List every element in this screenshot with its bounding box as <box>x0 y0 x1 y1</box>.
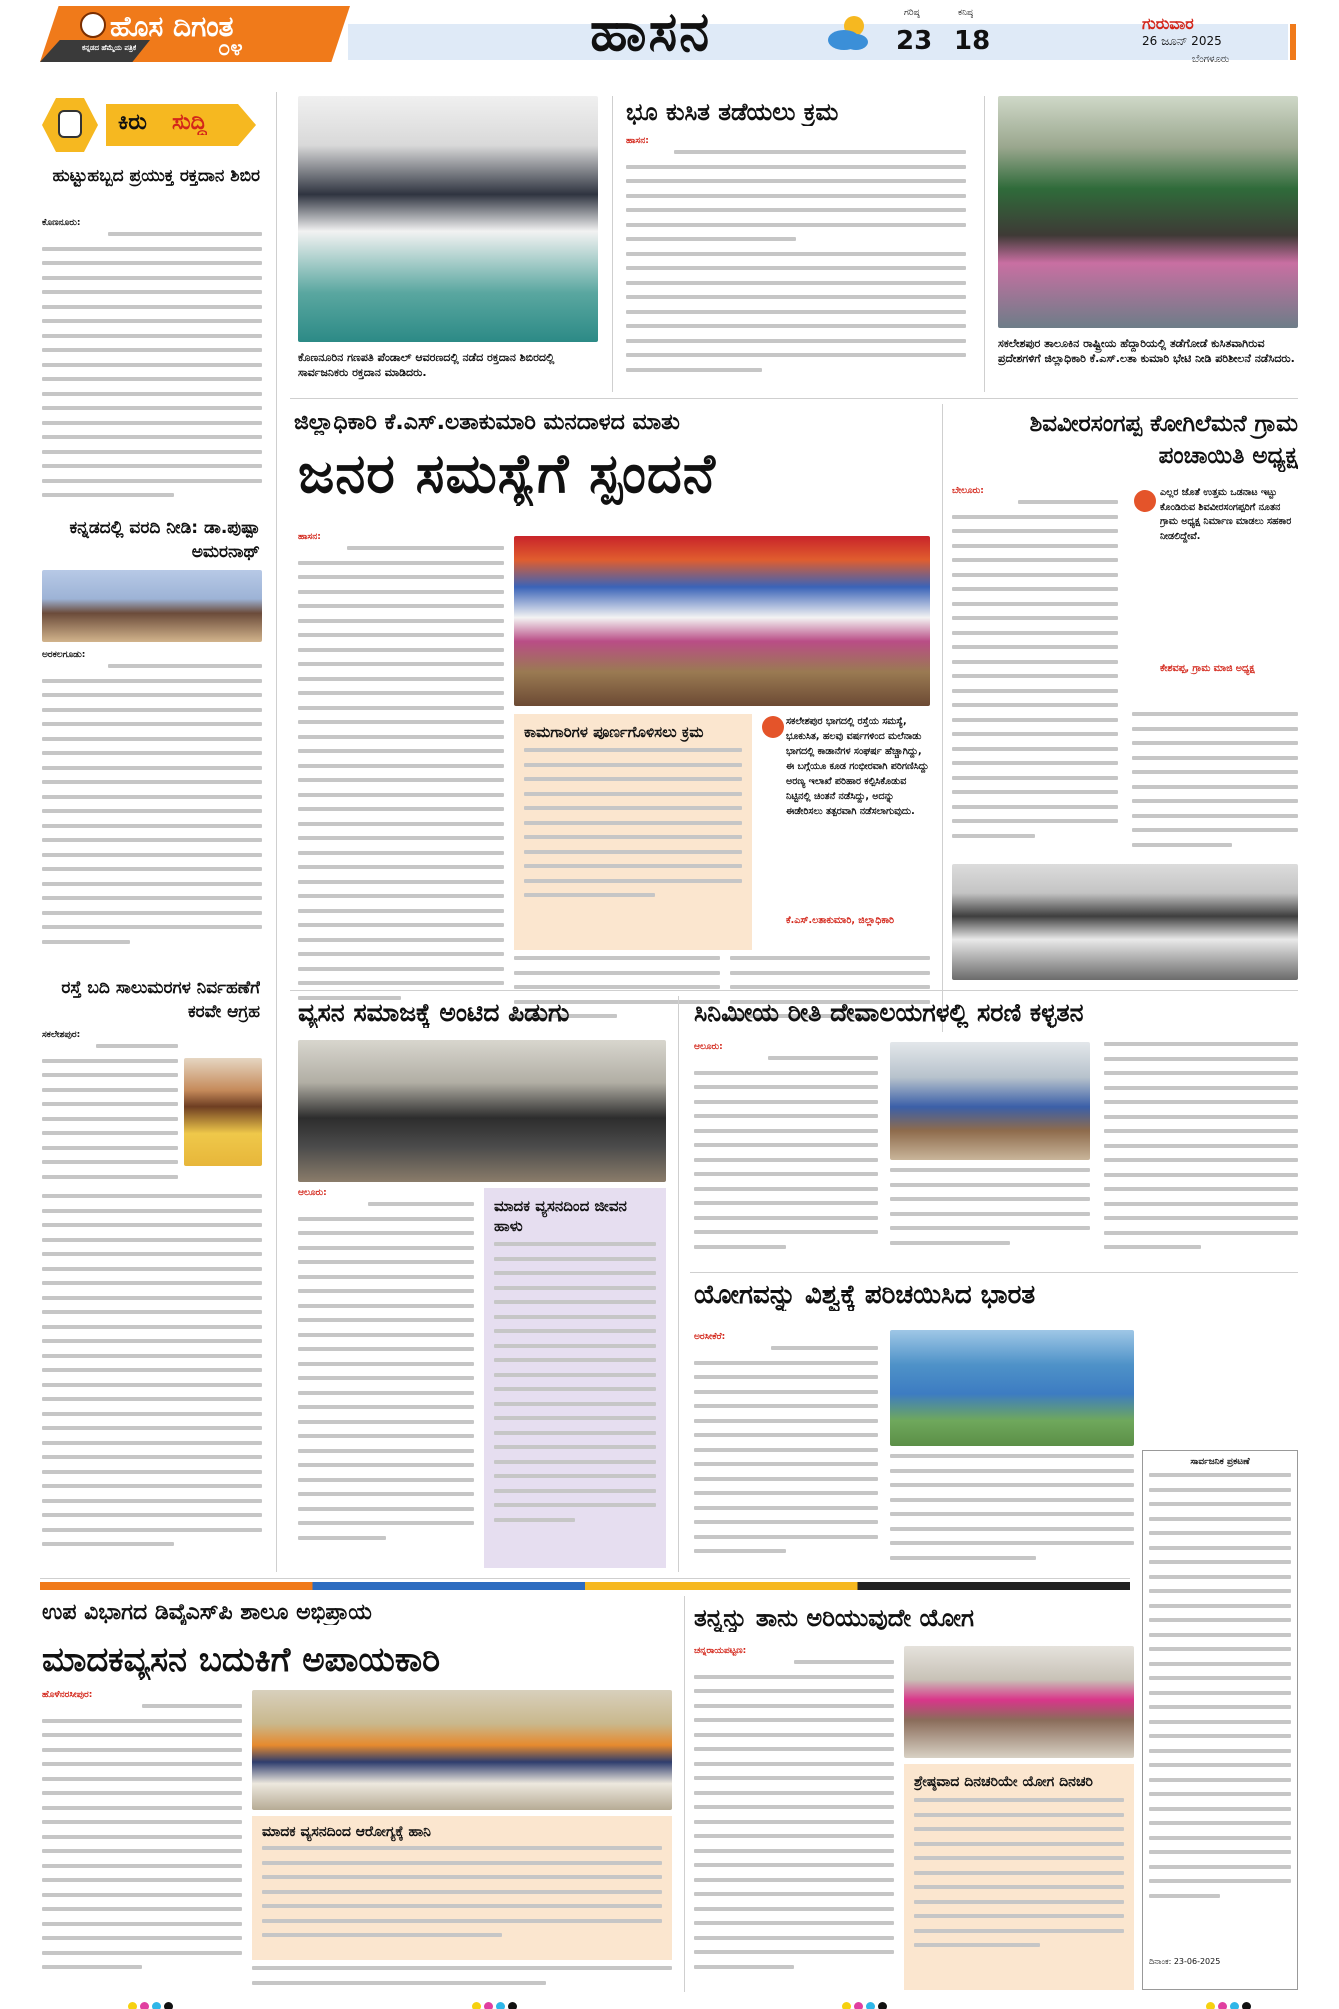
landslide-story-body <box>626 150 966 390</box>
landslide-story-dateline: ಹಾಸನ: <box>626 136 649 146</box>
right-story-dateline: ಬೇಲೂರು: <box>952 486 984 496</box>
weather-min: 18 <box>954 26 991 56</box>
dysp-box <box>252 1816 672 1960</box>
page-number: ೦೪ <box>218 36 243 61</box>
landslide-story-title: ಭೂ ಕುಸಿತ ತಡೆಯಲು ಕ್ರಮ <box>626 98 839 126</box>
masthead-place: ಬೆಂಗಳೂರು <box>1192 54 1230 65</box>
quote-mark-icon <box>762 716 784 738</box>
masthead <box>0 0 1339 66</box>
lead-body-col1 <box>298 546 504 1038</box>
weather-max-label: ಗರಿಷ್ಠ <box>904 8 920 18</box>
yoga-self-box <box>904 1764 1134 1990</box>
weather-cloud-icon <box>822 12 872 54</box>
addiction-story-photo <box>298 1040 666 1182</box>
dysp-body-tail <box>252 1966 672 1990</box>
lead-quote-box <box>760 714 930 950</box>
yoga-world-body-col1 <box>694 1346 878 1572</box>
masthead-date: 26 ಜೂನ್ 2025 <box>1142 34 1222 48</box>
right-quote-box <box>1132 486 1298 702</box>
landslide-inspection-photo <box>998 96 1298 328</box>
sidebar-divider <box>276 92 277 1572</box>
sidebar-story1-body <box>42 232 262 508</box>
registration-dots-mid-left <box>472 1996 520 2009</box>
lead-box-title: ಕಾಮಗಾರಿಗಳ ಪೂರ್ಣಗೊಳಿಸಲು ಕ್ರಮ <box>524 723 704 741</box>
masthead-accent-bar <box>1290 24 1296 60</box>
right-quote-by: ಕೇಶವಪ್ಪ, ಗ್ರಾಮ ಮಾಜಿ ಅಧ್ಯಕ್ಷ <box>1160 663 1255 674</box>
yoga-world-body-col2 <box>890 1454 1134 1570</box>
badge-label-suddi: ಸುದ್ದಿ <box>172 110 207 135</box>
lead-quote-by: ಕೆ.ಎಸ್.ಲತಾಕುಮಾರಿ, ಜಿಲ್ಲಾಧಿಕಾರಿ <box>786 915 895 926</box>
addiction-box-body <box>494 1242 656 1562</box>
dysp-dateline: ಹೊಳೆನರಸೀಪುರ: <box>42 1690 93 1700</box>
brand-logo-icon <box>80 12 106 38</box>
masthead-weekday: ಗುರುವಾರ <box>1142 14 1194 33</box>
yoga-self-dateline: ಚನ್ನರಾಯಪಟ್ಟಣ: <box>694 1646 747 1656</box>
right-story-body-col2 <box>1132 712 1298 862</box>
lead-headline: ಜನರ ಸಮಸ್ಯೆಗೆ ಸ್ಪಂದನೆ <box>298 442 716 505</box>
blood-donation-photo <box>298 96 598 342</box>
landslide-inspection-caption: ಸಕಲೇಶಪುರ ತಾಲೂಕಿನ ರಾಷ್ಟ್ರೀಯ ಹೆದ್ದಾರಿಯಲ್ಲಿ ತಡೆಗೋಡೆ ಕುಸಿತವಾಗಿರುವ ಪ್ರದೇಶಗಳಿಗೆ ಜಿಲ್ಲಾಧಿಕಾರಿ ಕೆ.ಎಸ್.ಲತಾ ಕುಮಾರಿ ಭೇಟಿ ನೀಡಿ ಪರಿಶೀಲನೆ ನಡೆಸಿದರು. <box>998 337 1295 365</box>
sidebar-story2-photo <box>42 570 262 642</box>
right-quote: ಎಲ್ಲರ ಜೊತೆ ಉತ್ತಮ ಒಡನಾಟ ಇಟ್ಟು ಕೊಂಡಿರುವ ಶಿವವೀರಸಂಗಪ್ಪರಿಗೆ ನೂತನ ಗ್ರಾಮ ಅಧ್ಯಕ್ಷ ನಿರ್ಮಾಣ ಮಾಡಲು ಸಹಕಾರ ನೀಡಲಿದ್ದೇವೆ. <box>1160 487 1292 542</box>
lead-dateline: ಹಾಸನ: <box>298 532 321 542</box>
temple-theft-body-col2 <box>890 1168 1090 1268</box>
dysp-headline: ಮಾದಕವ್ಯಸನ ಬದುಕಿಗೆ ಅಪಾಯಕಾರಿ <box>42 1640 441 1680</box>
yoga-self-title: ತನ್ನನ್ನು ತಾನು ಅರಿಯುವುದೇ ಯೋಗ <box>694 1604 974 1632</box>
lead-event-photo <box>514 536 930 706</box>
addiction-story-body <box>298 1202 474 1570</box>
temple-theft-title: ಸಿನಿಮೀಯ ರೀತಿ ದೇವಾಲಯಗಳಲ್ಲಿ ಸರಣಿ ಕಳ್ಳತನ <box>694 998 1084 1027</box>
notice-dates: ದಿನಾಂಕ: 23-06-2025 <box>1149 1957 1221 1966</box>
lead-kicker: ಜಿಲ್ಲಾಧಿಕಾರಿ ಕೆ.ಎಸ್.ಲತಾಕುಮಾರಿ ಮನದಾಳದ ಮಾತು <box>294 410 680 435</box>
masthead-brand-tagline: ಕನ್ನಡದ ಹೆಮ್ಮೆಯ ಪತ್ರಿಕೆ <box>82 44 137 52</box>
temple-yoga-divider <box>690 1272 1298 1273</box>
sidebar-story1-dateline: ಕೊಣನೂರು: <box>42 218 81 228</box>
yoga-self-photo <box>904 1646 1134 1758</box>
lead-box-body <box>524 748 742 918</box>
addiction-box-title: ಮಾದಕ ವ್ಯಸನದಿಂದ ಜೀವನ ಹಾಳು <box>494 1197 627 1235</box>
masthead-brand: ಹೊಸ ದಿಗಂತ <box>110 10 234 43</box>
yoga-self-box-title: ಶ್ರೇಷ್ಠವಾದ ದಿನಚರಿಯೇ ಯೋಗ ದಿನಚರಿ <box>914 1774 1093 1790</box>
right-story-body-col1 <box>952 500 1118 860</box>
top-col-divider-2 <box>984 96 985 392</box>
addiction-story-dateline: ಆಲೂರು: <box>298 1188 327 1198</box>
right-story-headline: ಶಿವವೀರಸಂಗಪ್ಪ ಕೋಗಿಲೆಮನೆ ಗ್ರಾಮ ಪಂಚಾಯಿತಿ ಅಧ್ಯಕ್ಷ <box>1029 411 1298 469</box>
dysp-kicker: ಉಪ ವಿಭಾಗದ ಡಿವೈಎಸ್‌ಪಿ ಶಾಲೂ ಅಭಿಪ್ರಾಯ <box>42 1600 372 1625</box>
lead-divider <box>942 404 943 1032</box>
sidebar-story1-title: ಹುಟ್ಟುಹಬ್ಬದ ಪ್ರಯುಕ್ತ ರಕ್ತದಾನ ಶಿಬಿರ <box>52 166 260 186</box>
yoga-world-photo <box>890 1330 1134 1446</box>
dysp-photo <box>252 1690 672 1810</box>
sidebar-story2-body <box>42 664 262 964</box>
dysp-box-title: ಮಾದಕ ವ್ಯಸನದಿಂದ ಆರೋಗ್ಯಕ್ಕೆ ಹಾನಿ <box>262 1824 431 1840</box>
yoga-self-body-col1 <box>694 1660 894 1990</box>
right-story-group-photo <box>952 864 1298 980</box>
lead-quote: ಸಕಲೇಶಪುರ ಭಾಗದಲ್ಲಿ ರಸ್ತೆಯ ಸಮಸ್ಯೆ, ಭೂಕುಸಿತ, ಹಲವು ವರ್ಷಗಳಿಂದ ಮಲೆನಾಡು ಭಾಗದಲ್ಲಿ ಕಾಡಾನೆಗಳ ಸಂಘರ್ಷ ಹೆಚ್ಚಾಗಿದ್ದು, ಈ ಬಗ್ಗೆಯೂ ಕೂಡ ಗಂಭೀರವಾಗಿ ಪರಿಗಣಿಸಿದ್ದು ಅರಣ್ಯ ಇಲಾಖೆ ಪರಿಹಾರ ಕಲ್ಪಿಸಿಕೊಡುವ ನಿಟ್ಟಿನಲ್ಲಿ ಚಿಂತನೆ ನಡೆಸಿದ್ದು, ಅದನ್ನು ಈಡೇರಿಸಲು ತತ್ಪರವಾಗಿ ನಡೆಸಲಾಗುವುದು. <box>786 716 929 817</box>
edition-title: ಹಾಸನ <box>590 0 712 63</box>
sidebar-story3-portrait <box>184 1058 262 1166</box>
yoga-self-box-body <box>914 1798 1124 1968</box>
right-quote-mark-icon <box>1134 490 1156 512</box>
temple-theft-dateline: ಆಲೂರು: <box>694 1042 723 1052</box>
hand-icon <box>58 110 82 138</box>
sidebar-story3-dateline: ಸಕಲೇಶಪುರ: <box>42 1030 81 1040</box>
sidebar-story3-title: ರಸ್ತೆ ಬದಿ ಸಾಲುಮರಗಳ ನಿರ್ವಹಣೆಗೆ ಕರವೇ ಆಗ್ರಹ <box>61 978 260 1022</box>
weather-max: 23 <box>896 26 933 56</box>
temple-photo <box>890 1042 1090 1160</box>
lead-row-divider <box>290 990 1298 991</box>
addiction-story-title: ವ್ಯಸನ ಸಮಾಜಕ್ಕೆ ಅಂಟಿದ ಪಿಡುಗು <box>298 998 570 1027</box>
yoga-world-dateline: ಅರಸೀಕೆರೆ: <box>694 1332 726 1342</box>
sidebar-story3-body-top <box>42 1044 178 1194</box>
sidebar-story2-title: ಕನ್ನಡದಲ್ಲಿ ವರದಿ ನೀಡಿ: ಡಾ.ಪುಷ್ಪಾ ಅಮರನಾಥ್ <box>69 518 260 562</box>
badge-label-kiru: ಕಿರು <box>118 110 147 135</box>
mid-col-divider <box>678 996 679 1572</box>
addiction-box <box>484 1188 666 1568</box>
registration-dots-right <box>1206 1996 1254 2009</box>
dysp-box-body <box>262 1846 662 1956</box>
sidebar-story2-dateline: ಅರಕಲಗೂಡು: <box>42 650 86 660</box>
registration-dots-left <box>128 1996 176 2009</box>
dysp-body-col1 <box>42 1704 242 1990</box>
temple-theft-body-col3 <box>1104 1042 1298 1266</box>
sidebar-story3-body <box>42 1194 262 1569</box>
temple-theft-body-col1 <box>694 1056 878 1264</box>
color-strip <box>40 1582 1130 1590</box>
weather-min-label: ಕನಿಷ್ಠ <box>958 8 974 18</box>
blood-donation-caption: ಕೊಣನೂರಿನ ಗಣಪತಿ ಪೆಂಡಾಲ್ ಆವರಣದಲ್ಲಿ ನಡೆದ ರಕ್ತದಾನ ಶಿಬಿರದಲ್ಲಿ ಸಾರ್ವಜನಿಕರು ರಕ್ತದಾನ ಮಾಡಿದರು. <box>298 351 555 379</box>
notice-title: ಸಾರ್ವಜನಿಕ ಪ್ರಕಟಣೆ <box>1190 1457 1250 1467</box>
kiru-suddi-badge <box>42 96 262 156</box>
public-notice <box>1142 1450 1298 1990</box>
registration-dots-mid-right <box>842 1996 890 2009</box>
notice-body <box>1149 1473 1291 1953</box>
mid-bottom-divider <box>40 1578 1130 1579</box>
top-col-divider-1 <box>612 96 613 392</box>
lead-sidebar-box <box>514 714 752 950</box>
top-row-divider <box>290 398 1298 399</box>
bottom-col-divider <box>684 1596 685 1992</box>
yoga-world-title: ಯೋಗವನ್ನು ವಿಶ್ವಕ್ಕೆ ಪರಿಚಯಿಸಿದ ಭಾರತ <box>694 1280 1036 1310</box>
